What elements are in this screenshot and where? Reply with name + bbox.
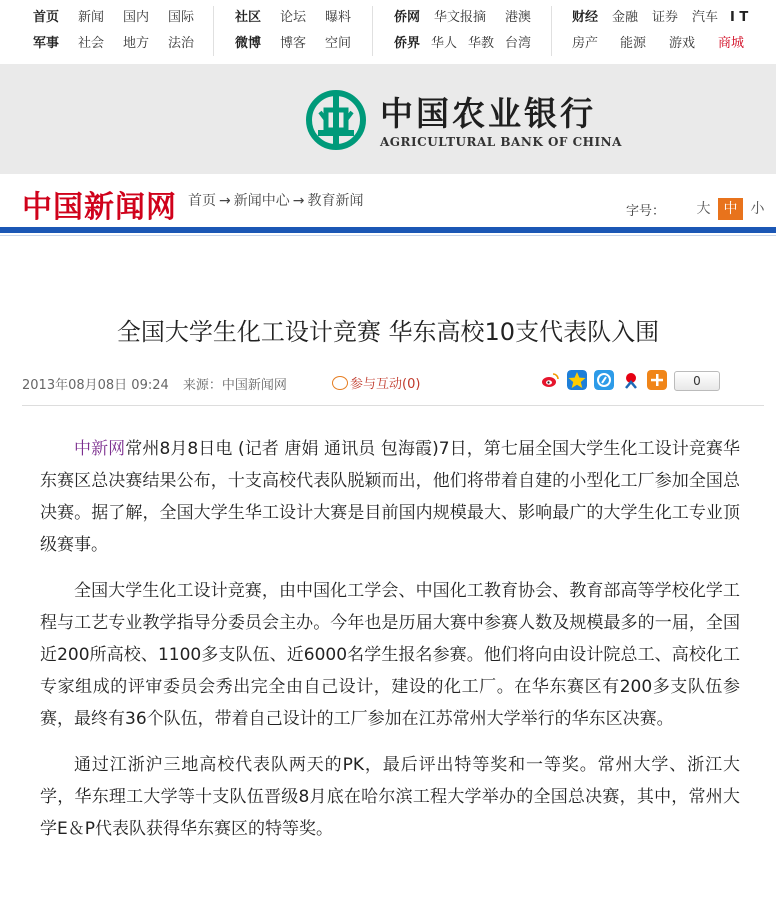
nav-link-huajiao[interactable]: 华教: [468, 36, 495, 51]
breadcrumb-arrow-icon: →: [219, 193, 231, 209]
renren-icon[interactable]: [621, 370, 641, 390]
nav-divider: [372, 6, 373, 56]
nav-link-forum[interactable]: 论坛: [280, 10, 307, 25]
article-paragraph: 通过江浙沪三地高校代表队两天的PK，最后评出特等奖和一等奖。常州大学、浙江大学，华东理工大学等十支队伍晋级8月底在哈尔滨工程大学举办的全国总决赛，其中，常州大学E＆P代表队获得华东赛区的特等奖。: [40, 755, 740, 839]
font-size-large-button[interactable]: 大: [696, 201, 711, 217]
font-size-medium-button[interactable]: 中: [718, 198, 743, 220]
breadcrumb-education-news[interactable]: 教育新闻: [307, 193, 364, 209]
nav-link-society[interactable]: 社会: [78, 36, 105, 51]
lead-source-link[interactable]: 中新网: [74, 439, 126, 459]
nav-link-mall[interactable]: 商城: [718, 36, 745, 51]
article-meta: [22, 374, 297, 393]
interact-link[interactable]: [332, 373, 420, 392]
nav-link-space[interactable]: 空间: [325, 36, 352, 51]
article-body: [40, 433, 740, 859]
breadcrumb-news-center[interactable]: 新闻中心: [233, 193, 290, 209]
share-count: 0: [674, 371, 720, 391]
nav-link-taiwan[interactable]: 台湾: [505, 36, 532, 51]
nav-link-huawen-digest[interactable]: 华文报摘: [434, 10, 487, 25]
qzone-icon[interactable]: [567, 370, 587, 390]
nav-link-local[interactable]: 地方: [123, 36, 150, 51]
nav-link-qiaowang[interactable]: 侨网: [394, 10, 421, 25]
nav-link-news[interactable]: 新闻: [78, 10, 105, 25]
nav-link-law[interactable]: 法治: [168, 36, 195, 51]
nav-divider: [213, 6, 214, 56]
nav-link-games[interactable]: 游戏: [669, 36, 696, 51]
comment-bubble-icon: [332, 376, 348, 390]
font-size-label: 字号：: [626, 204, 666, 219]
meta-divider: [22, 405, 764, 406]
nav-link-community[interactable]: 社区: [235, 10, 262, 25]
bank-name-chinese: 中国农业银行: [380, 94, 596, 133]
article-datetime: 2013年08月08日 09:24: [22, 378, 169, 393]
top-navigation: [0, 0, 776, 63]
nav-link-auto[interactable]: 汽车: [692, 10, 719, 25]
nav-link-qiaojie[interactable]: 侨界: [394, 36, 421, 51]
nav-link-expose[interactable]: 曝料: [325, 10, 352, 25]
font-size-small-button[interactable]: 小: [750, 201, 765, 217]
nav-link-blog[interactable]: 博客: [280, 36, 307, 51]
nav-link-huaren[interactable]: 华人: [431, 36, 458, 51]
weibo-icon[interactable]: [540, 370, 560, 390]
nav-link-realestate[interactable]: 房产: [572, 36, 599, 51]
article-source: 来源：中国新闻网: [182, 378, 287, 393]
nav-link-finance[interactable]: 财经: [572, 10, 599, 25]
nav-divider: [551, 6, 552, 56]
breadcrumb-home[interactable]: 首页: [188, 193, 216, 209]
paragraph-text: 常州8月8日电 (记者 唐娟 通讯员 包海霞)7日，第七届全国大学生化工设计竞赛华东赛区总决赛结果公布，十支高校代表队脱颖而出，他们将带着自建的小型化工厂参加全国总决赛。据了解，全国大学生华工设计大赛是目前国内规模最大、影响最广的大学生化工专业顶级赛事。: [40, 439, 741, 555]
abc-bank-logo-icon: [306, 90, 366, 150]
nav-link-securities[interactable]: 证券: [652, 10, 679, 25]
more-share-icon[interactable]: [647, 370, 667, 390]
article-paragraph: 全国大学生化工设计竞赛，由中国化工学会、中国化工教育协会、教育部高等学校化学工程与工艺专业教学指导分委员会主办。今年也是历届大赛中参赛人数及规模最多的一届，全国近200所高校、1100多支队伍、近6000名学生报名参赛。他们将向由设计院总工、高校化工专家组成的评审委员会秀出完全由自己设计，建设的化工厂。在华东赛区有200多支队伍参赛，最终有36个队伍，带着自己设计的工厂参加在江苏常州大学举行的华东区决赛。: [40, 581, 740, 729]
nav-link-it[interactable]: I T: [730, 10, 749, 25]
nav-link-hk-macau[interactable]: 港澳: [505, 10, 532, 25]
interact-label: 参与互动(0): [350, 377, 421, 392]
nav-link-banking[interactable]: 金融: [612, 10, 639, 25]
header-accent-bar: [0, 227, 776, 233]
breadcrumb: [188, 190, 363, 210]
nav-link-weibo[interactable]: 微博: [235, 36, 262, 51]
pengyou-icon[interactable]: [594, 370, 614, 390]
breadcrumb-arrow-icon: →: [292, 193, 305, 209]
nav-link-international[interactable]: 国际: [168, 10, 195, 25]
nav-link-energy[interactable]: 能源: [620, 36, 647, 51]
site-logo[interactable]: 中国新闻网: [22, 190, 177, 225]
nav-link-military[interactable]: 军事: [33, 36, 60, 51]
header-divider: [0, 235, 776, 236]
article-title: 全国大学生化工设计竞赛 华东高校10支代表队入围: [116, 318, 660, 346]
bank-name-english: AGRICULTURAL BANK OF CHINA: [380, 135, 622, 149]
article-paragraph: [40, 433, 740, 561]
nav-link-domestic[interactable]: 国内: [123, 10, 150, 25]
nav-link-home[interactable]: 首页: [33, 10, 60, 25]
